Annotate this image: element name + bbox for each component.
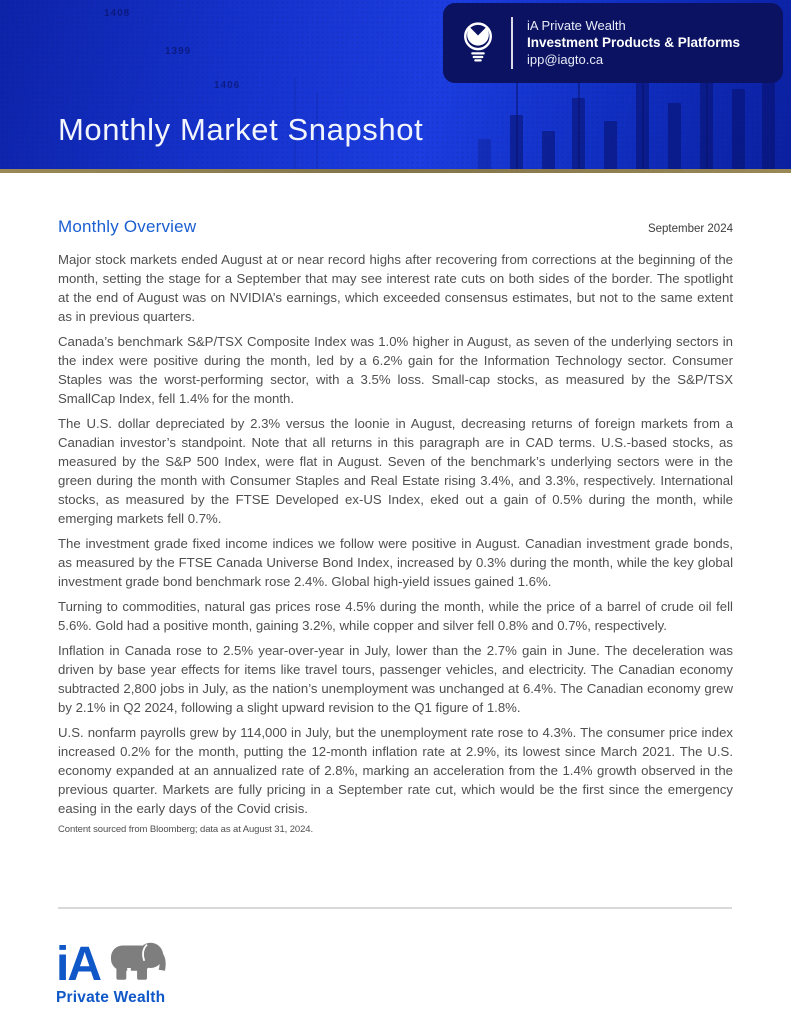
candlestick-bar bbox=[668, 103, 681, 173]
body-paragraph: The investment grade fixed income indices we follow were positive in August. Canadian investment grade bonds, as measured by the FTSE Canada Universe Bond Index, increased by 0.3% during the month, while the key global investment grade bond benchmark rose 2.4%. Global high-yield issues gained 1.6%. bbox=[58, 536, 733, 589]
header-bg-number: 1399 bbox=[165, 46, 192, 57]
elephant-icon bbox=[106, 932, 170, 986]
candlestick-bar bbox=[604, 121, 617, 173]
header-banner bbox=[0, 0, 791, 173]
candlestick-bar bbox=[542, 131, 555, 173]
source-footnote: Content sourced from Bloomberg; data as at August 31, 2024. bbox=[58, 824, 313, 835]
candlestick-bar bbox=[478, 139, 491, 173]
body-paragraph: U.S. nonfarm payrolls grew by 114,000 in July, but the unemployment rate rose to 4.3%. The consumer price index increased 0.2% for the month, putting the 12-month inflation rate at 2.9%, its lowest since March 2021. The U.S. economy expanded at an annualized rate of 2.8%, marking an acceleration from the 1.4% growth observed in the previous quarter. Markets are fully pricing in a September rate cut, which would be the first since the emergency easing in the early days of the Covid crisis. bbox=[58, 725, 733, 816]
badge-org-name: iA Private Wealth bbox=[527, 17, 626, 33]
header-bg-number: 1408 bbox=[104, 8, 131, 19]
body-paragraph: Major stock markets ended August at or near record highs after recovering from corrections at the beginning of the month, setting the stage for a September that may see interest rate cuts on both sides of the border. The spotlight at the end of August was on NVIDIA’s earnings, which exceeded consensus estimates, but not to the same extent as in previous quarters. bbox=[58, 252, 733, 324]
ia-logo-wordmark: iA bbox=[56, 937, 100, 991]
footer-divider bbox=[58, 907, 732, 909]
body-paragraph: Turning to commodities, natural gas prices rose 4.5% during the month, while the price of a barrel of crude oil fell 5.6%. Gold had a positive month, gaining 3.2%, while copper and silver fell 0.8% and 0.7%, respectively. bbox=[58, 599, 733, 633]
section-heading: Monthly Overview bbox=[58, 217, 197, 236]
brand-badge bbox=[443, 3, 783, 83]
body-paragraph: Inflation in Canada rose to 2.5% year-over-year in July, lower than the 2.7% gain in June. The deceleration was driven by base year effects for items like travel tours, passenger vehicles, and electricity. The Canadian economy subtracted 2,800 jobs in July, as the nation’s unemployment was unchanged at 6.4%. The Canadian economy grew by 2.1% in Q2 2024, following a slight upward revision to the Q1 figure of 1.8%. bbox=[58, 643, 733, 715]
candlestick-wick bbox=[516, 77, 518, 173]
ia-logo bbox=[56, 932, 170, 1007]
section-header bbox=[58, 217, 733, 237]
body-paragraph: Canada’s benchmark S&P/TSX Composite Index was 1.0% higher in August, as seven of the underlying sectors in the index were positive during the month, led by a 6.2% gain for the Information Technology sector. Consumer Staples was the worst-performing sector, with a 3.5% loss. Small-cap stocks, as measured by the S&P/TSX SmallCap Index, fell 1.4% for the month. bbox=[58, 334, 733, 406]
page-title: Monthly Market Snapshot bbox=[58, 112, 424, 147]
body-paragraph: The U.S. dollar depreciated by 2.3% versus the loonie in August, decreasing returns of foreign markets from a Canadian investor’s standpoint. Note that all returns in this paragraph are in CAD terms. U.S.-based stocks, as measured by the S&P 500 Index, were flat in August. Seven of the benchmark’s underlying sectors were in the green during the month with Consumer Staples and Real Estate rising 3.4%, and 3.3%, respectively. International stocks, as measured by the FTSE Developed ex-US Index, eked out a gain of 0.5% during the month, while emerging markets fell 0.7%. bbox=[58, 416, 733, 526]
badge-divider bbox=[511, 17, 513, 69]
ia-logo-subtext: Private Wealth bbox=[56, 989, 166, 1006]
lightbulb-icon bbox=[461, 19, 495, 67]
badge-dept-name: Investment Products & Platforms bbox=[527, 35, 741, 51]
badge-email-link[interactable]: ipp@iagto.ca bbox=[527, 51, 604, 67]
issue-date: September 2024 bbox=[647, 223, 733, 235]
main-content bbox=[0, 173, 791, 835]
header-bg-number: 1406 bbox=[214, 80, 241, 91]
candlestick-bar bbox=[732, 89, 745, 173]
